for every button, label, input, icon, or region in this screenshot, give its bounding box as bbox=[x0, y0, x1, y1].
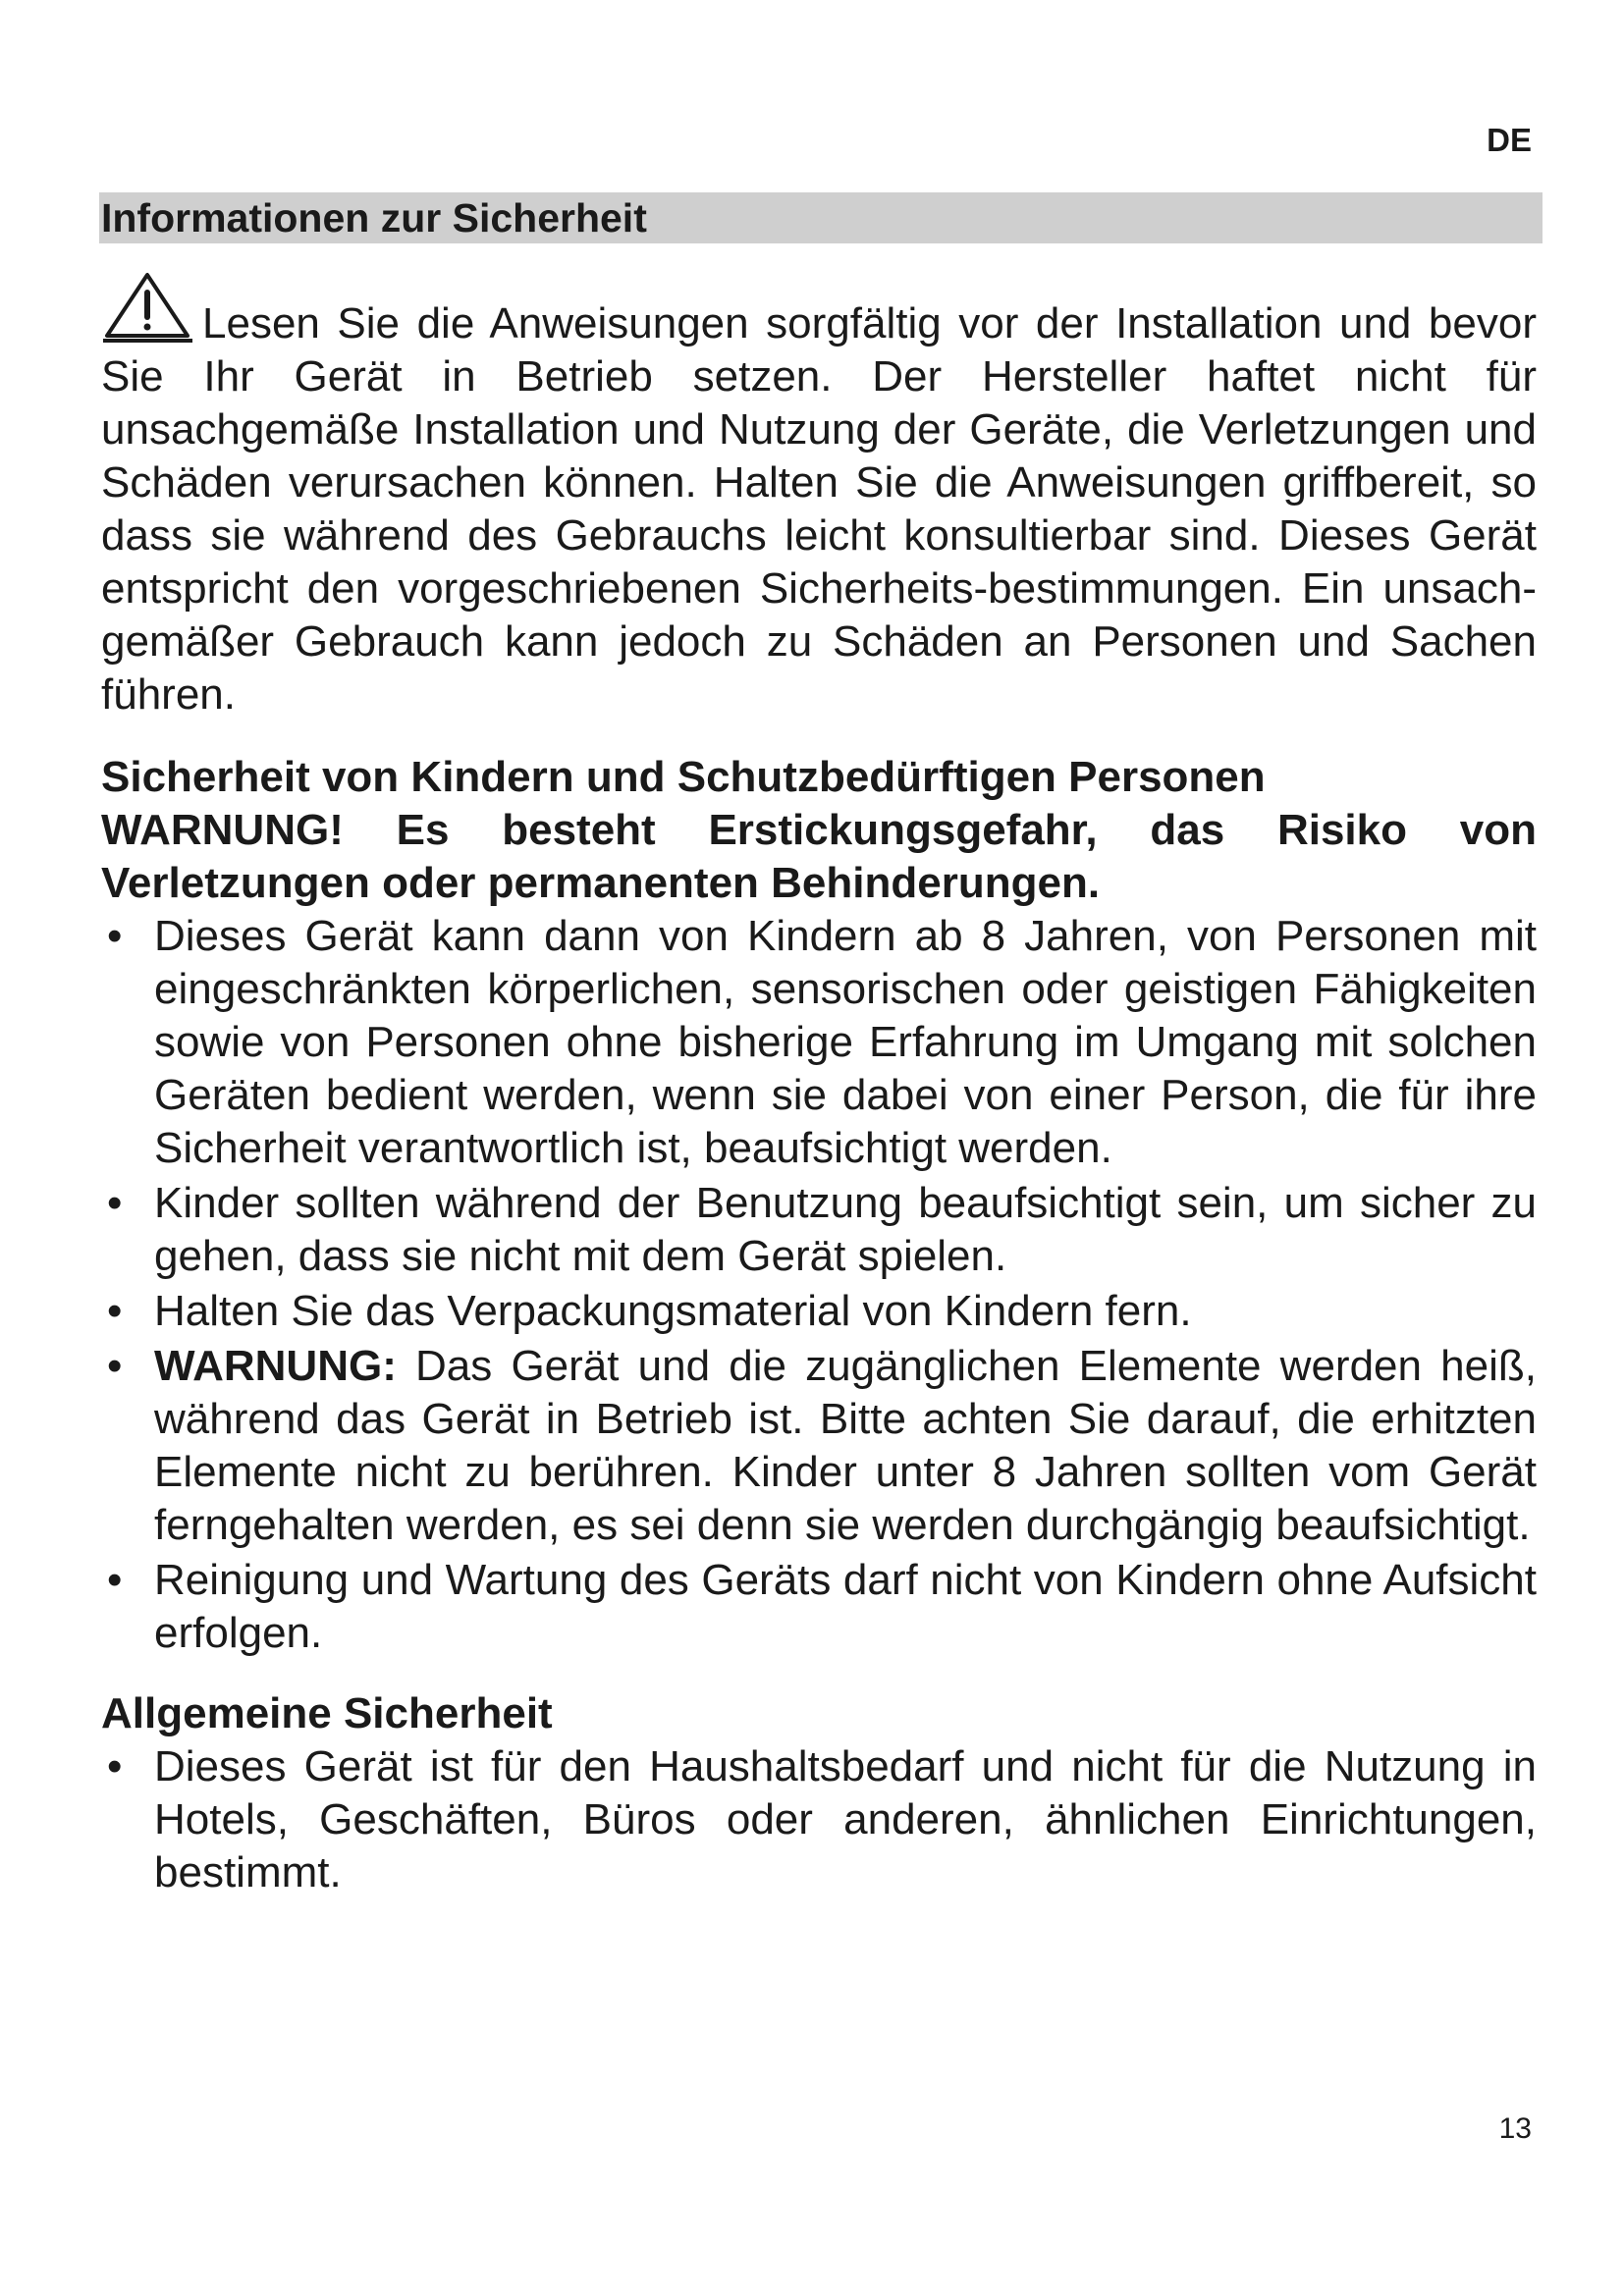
child-safety-heading: Sicherheit von Kindern und Schutzbedürftigen Personen bbox=[101, 753, 1266, 801]
warning-triangle-icon bbox=[101, 271, 194, 346]
intro-text: Lesen Sie die Anweisungen sorgfältig vor der Installation und bevor Sie Ihr Gerät in Betrieb setzen. Der Hersteller haftet nicht für unsachgemäße Installation und Nutzung der Geräte, die Verletzungen und Schäden verursachen können. Halten Sie die Anweisungen griffbereit, so dass sie während des Gebrauchs leicht konsultierbar sind. Dieses Gerät entspricht den vorgeschriebenen Sicherheits-bestimmungen. Ein unsach-gemäßer Gebrauch kann jedoch zu Schäden an Personen und Sachen führen. bbox=[101, 299, 1537, 719]
bullet-icon: • bbox=[107, 1742, 123, 1790]
warning-label: WARNUNG: bbox=[154, 1342, 397, 1390]
list-item: • Halten Sie das Verpackungsmaterial von Kindern fern. bbox=[101, 1285, 1537, 1338]
bullet-icon: • bbox=[107, 912, 123, 960]
intro-paragraph bbox=[101, 271, 1537, 721]
list-item: • Dieses Gerät kann dann von Kindern ab 8 Jahren, von Personen mit eingeschränkten körperlichen, sensorischen oder geistigen Fähigkeiten sowie von Personen ohne bisherige Erfahrung im Umgang mit solchen Geräten bedient werden, wenn sie dabei von einer Person, die für ihre Sicherheit verantwortlich ist, beaufsichtigt werden. bbox=[107, 912, 1537, 1172]
list-item: • WARNUNG: Das Gerät und die zugänglichen Elemente werden heiß, während das Gerät in Betrieb ist. Bitte achten Sie darauf, die erhitzten Elemente nicht zu berühren. Kinder unter 8 Jahren sollten vom Gerät ferngehalten werden, es sei denn sie werden durchgängig beaufsichtigt. bbox=[107, 1342, 1537, 1549]
list-item: • Dieses Gerät ist für den Haushaltsbedarf und nicht für die Nutzung in Hotels, Geschäften, Büros oder anderen, ähnlichen Einrichtungen, bestimmt. bbox=[107, 1742, 1537, 1896]
child-safety-warning: WARNUNG! Es besteht Erstickungsgefahr, das Risiko von Verletzungen oder permanenten Behinderungen. bbox=[101, 806, 1537, 907]
section-title: Informationen zur Sicherheit bbox=[99, 192, 1543, 243]
page-content bbox=[101, 271, 1537, 1901]
bullet-icon: • bbox=[107, 1179, 123, 1227]
list-item: • Kinder sollten während der Benutzung beaufsichtigt sein, um sicher zu gehen, dass sie nicht mit dem Gerät spielen. bbox=[107, 1179, 1537, 1280]
bullet-icon: • bbox=[107, 1556, 123, 1604]
bullet-icon: • bbox=[107, 1342, 123, 1390]
page-number: 13 bbox=[1498, 2112, 1532, 2145]
child-safety-list bbox=[101, 910, 1537, 1660]
general-safety-list bbox=[101, 1740, 1537, 1899]
general-safety-heading: Allgemeine Sicherheit bbox=[101, 1689, 553, 1737]
list-item: • Reinigung und Wartung des Geräts darf nicht von Kindern ohne Aufsicht erfolgen. bbox=[107, 1556, 1537, 1657]
language-code: DE bbox=[1487, 122, 1532, 158]
bullet-icon: • bbox=[107, 1287, 123, 1335]
